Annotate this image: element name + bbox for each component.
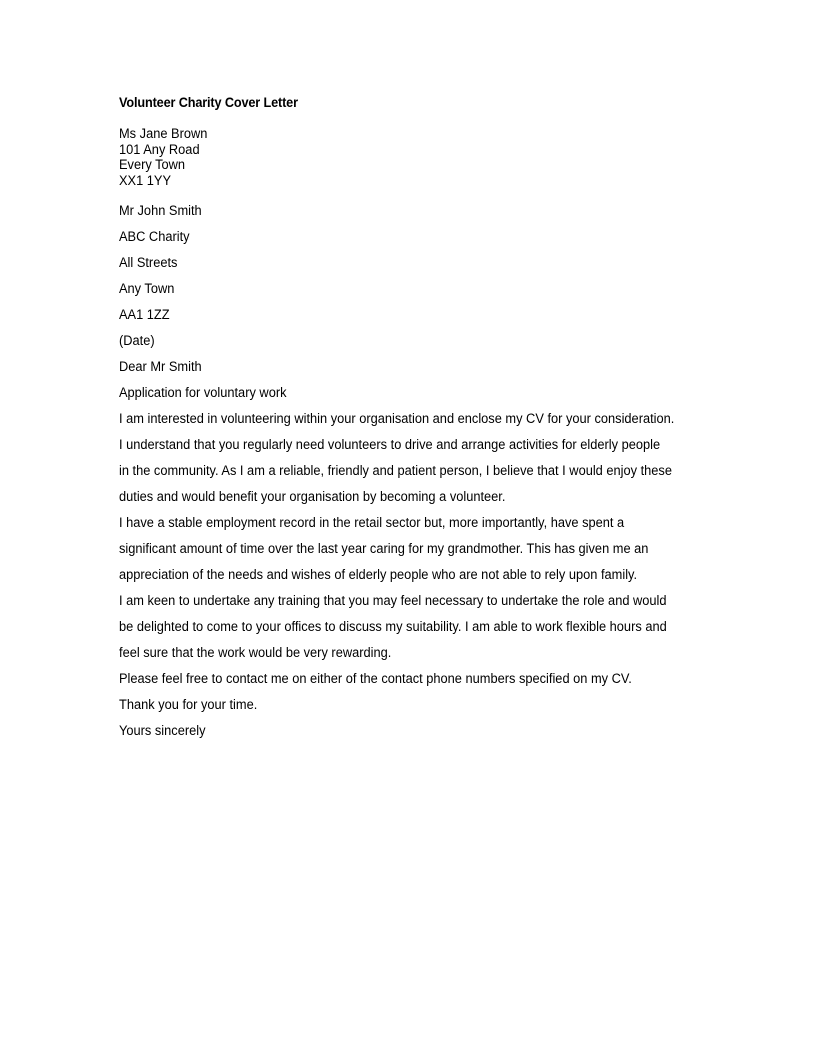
recipient-address-block	[119, 198, 685, 328]
sender-address-line: Every Town	[119, 157, 186, 173]
date-line: (Date)	[119, 333, 155, 349]
sender-address-line: XX1 1YY	[119, 172, 172, 188]
body-line: I understand that you regularly need volunteers to drive and arrange activities for elderly people	[119, 437, 661, 453]
body-line: duties and would benefit your organisation by becoming a volunteer.	[119, 489, 506, 505]
recipient-address-line: Mr John Smith	[119, 203, 202, 219]
body-line: appreciation of the needs and wishes of elderly people who are not able to rely upon family.	[119, 567, 638, 583]
body-line: I am interested in volunteering within your organisation and enclose my CV for your consideration.	[119, 411, 675, 427]
body-line: I have a stable employment record in the retail sector but, more importantly, have spent a	[119, 515, 625, 531]
sender-address-line: 101 Any Road	[119, 141, 200, 157]
page-title: Volunteer Charity Cover Letter	[119, 95, 298, 110]
recipient-address-line: All Streets	[119, 255, 178, 271]
sender-address-line: Ms Jane Brown	[119, 126, 208, 141]
salutation: Dear Mr Smith	[119, 359, 202, 375]
body-paragraph	[119, 510, 685, 588]
subject-line: Application for voluntary work	[119, 385, 287, 401]
body-paragraph	[119, 692, 685, 718]
body-line: I am keen to undertake any training that you may feel necessary to undertake the role and would	[119, 593, 667, 609]
body-paragraph	[119, 588, 685, 666]
letter-body	[119, 406, 685, 718]
sender-address-block	[119, 126, 685, 188]
recipient-address-line: Any Town	[119, 281, 175, 297]
body-line: Thank you for your time.	[119, 697, 258, 713]
body-line: Please feel free to contact me on either of the contact phone numbers specified on my CV.	[119, 671, 632, 687]
cover-letter	[119, 95, 685, 744]
body-line: be delighted to come to your offices to discuss my suitability. I am able to work flexible hours and	[119, 619, 667, 635]
body-line: in the community. As I am a reliable, friendly and patient person, I believe that I would enjoy these	[119, 463, 672, 479]
recipient-address-line: ABC Charity	[119, 229, 190, 245]
closing-line: Yours sincerely	[119, 723, 206, 739]
body-paragraph	[119, 666, 685, 692]
body-line: significant amount of time over the last year caring for my grandmother. This has given me an	[119, 541, 649, 557]
recipient-address-line: AA1 1ZZ	[119, 307, 170, 323]
body-paragraph	[119, 406, 685, 510]
body-line: feel sure that the work would be very rewarding.	[119, 645, 392, 661]
